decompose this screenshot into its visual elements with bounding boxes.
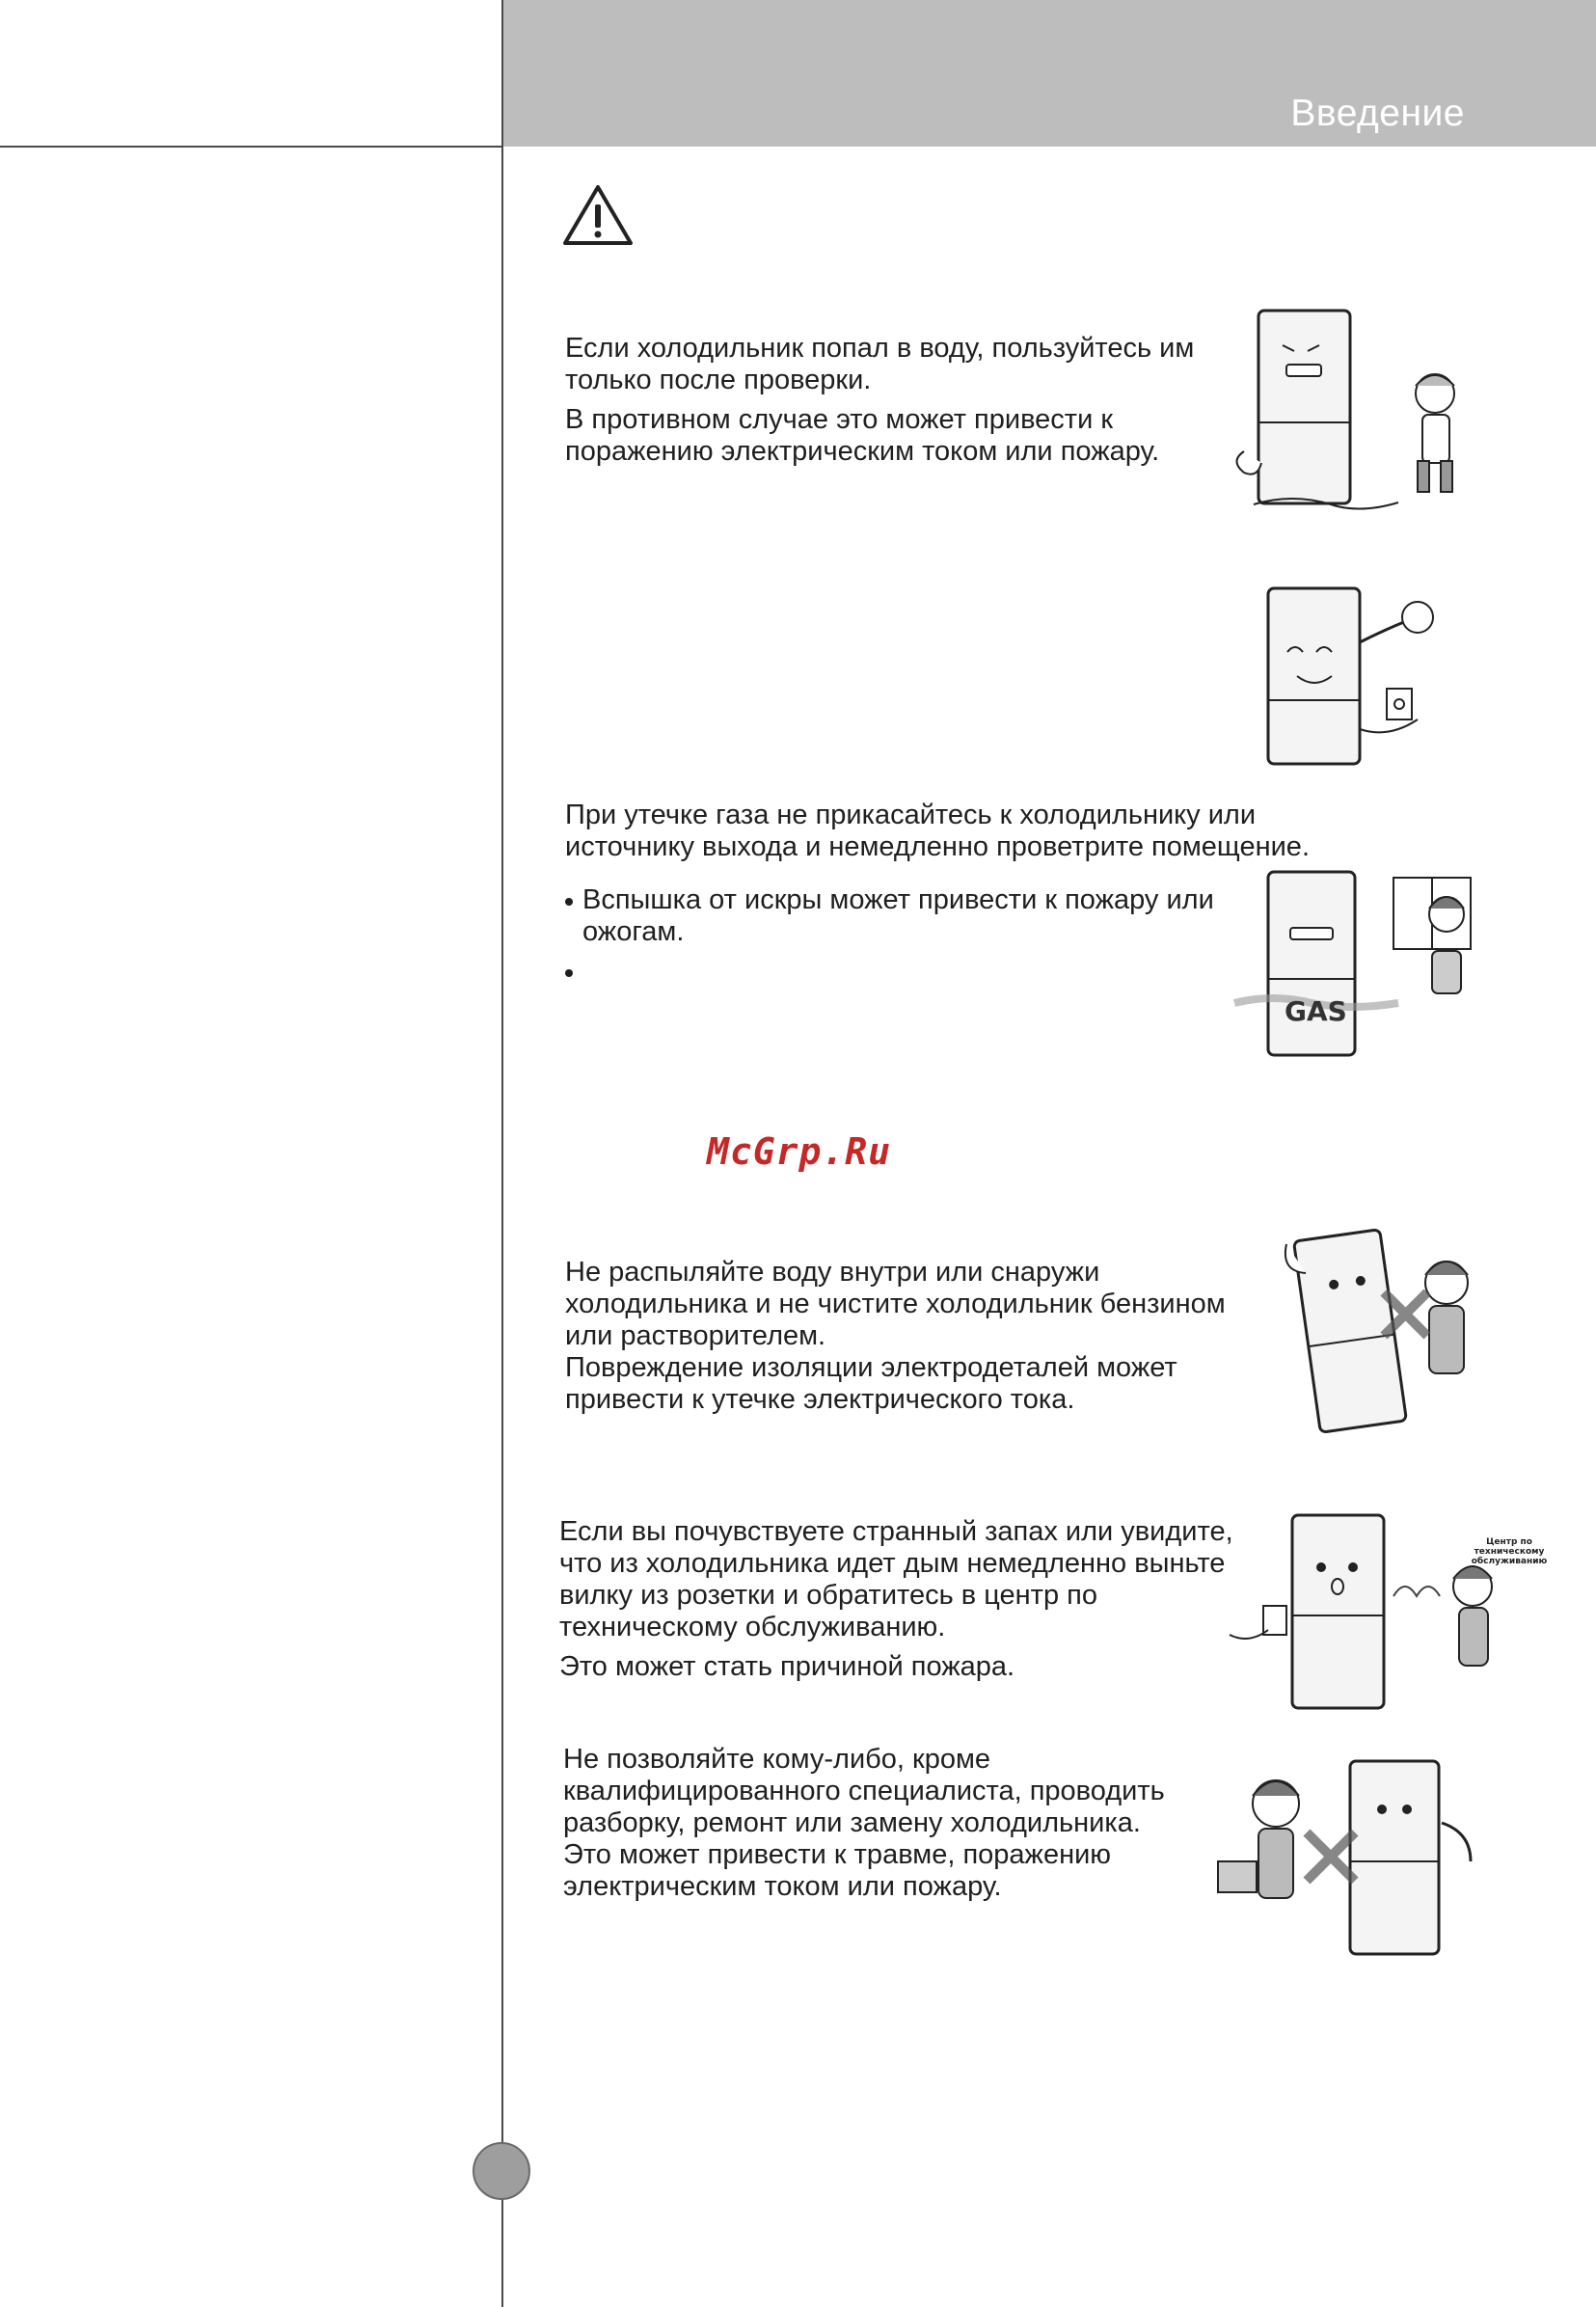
text-line: Повреждение изоляции электродеталей может	[565, 1352, 1177, 1383]
text-line: Это может привести к травме, поражению	[563, 1839, 1112, 1870]
flooded-fridge-illustration	[1225, 307, 1475, 519]
text-line: холодильника и не чистите холодильник бензином	[565, 1289, 1226, 1319]
fridge-plug-illustration	[1244, 584, 1456, 768]
warning-water	[565, 333, 1221, 475]
warning-spray	[565, 1257, 1259, 1424]
text-line: квалифицированного специалиста, проводить	[563, 1776, 1165, 1806]
text-line: Не позволяйте кому-либо, кроме	[563, 1744, 991, 1775]
text-line: или растворителем.	[565, 1320, 826, 1351]
service-label-line: техническому	[1474, 1547, 1545, 1557]
text-line: вилку из розетки и обратитесь в центр по	[559, 1580, 1097, 1611]
text-line: источнику выхода и немедленно проветрите помещение.	[565, 831, 1310, 862]
text-line: привести к утечке электрического тока.	[565, 1384, 1075, 1415]
text-line: Вспышка от искры может привести к пожару или	[582, 884, 1214, 915]
service-label-line: обслуживанию	[1471, 1557, 1548, 1566]
warning-smell	[559, 1516, 1292, 1691]
gas-leak-illustration	[1225, 858, 1514, 1066]
text-line: разборку, ремонт или замену холодильника.	[563, 1807, 1141, 1838]
text-line: только после проверки.	[565, 365, 872, 395]
text-line: что из холодильника идет дым немедленно выньте	[559, 1548, 1226, 1579]
spray-warning-illustration	[1273, 1206, 1504, 1437]
text-line: Не распыляйте воду внутри или снаружи	[565, 1257, 1100, 1288]
service-label-line: Центр по	[1486, 1537, 1532, 1547]
text-line: В противном случае это может привести к	[565, 404, 1114, 435]
margin-rule	[501, 0, 503, 2307]
section-title: Введение	[1290, 93, 1465, 134]
text-line: ожогам.	[582, 916, 685, 947]
warning-repair	[563, 1744, 1219, 1911]
repair-warning-illustration	[1201, 1746, 1490, 1958]
text-line: Если холодильник попал в воду, пользуйтесь им	[565, 333, 1195, 364]
top-rule	[0, 146, 502, 148]
text-line: Если вы почувствуете странный запах или увидите,	[559, 1516, 1233, 1547]
gas-label: GAS	[1285, 995, 1347, 1027]
watermark: McGrp.Ru	[707, 1130, 892, 1173]
page-number-marker	[473, 2142, 530, 2200]
text-line: поражению электрическим током или пожару.	[565, 436, 1160, 467]
text-line: техническому обслуживанию.	[559, 1612, 946, 1642]
smoke-service-illustration	[1220, 1509, 1548, 1717]
text-line: Это может стать причиной пожара.	[559, 1651, 1015, 1682]
warning-icon	[561, 183, 635, 247]
text-line: электрическим током или пожару.	[563, 1871, 1002, 1902]
text-line: При утечке газа не прикасайтесь к холодильнику или	[565, 800, 1257, 830]
